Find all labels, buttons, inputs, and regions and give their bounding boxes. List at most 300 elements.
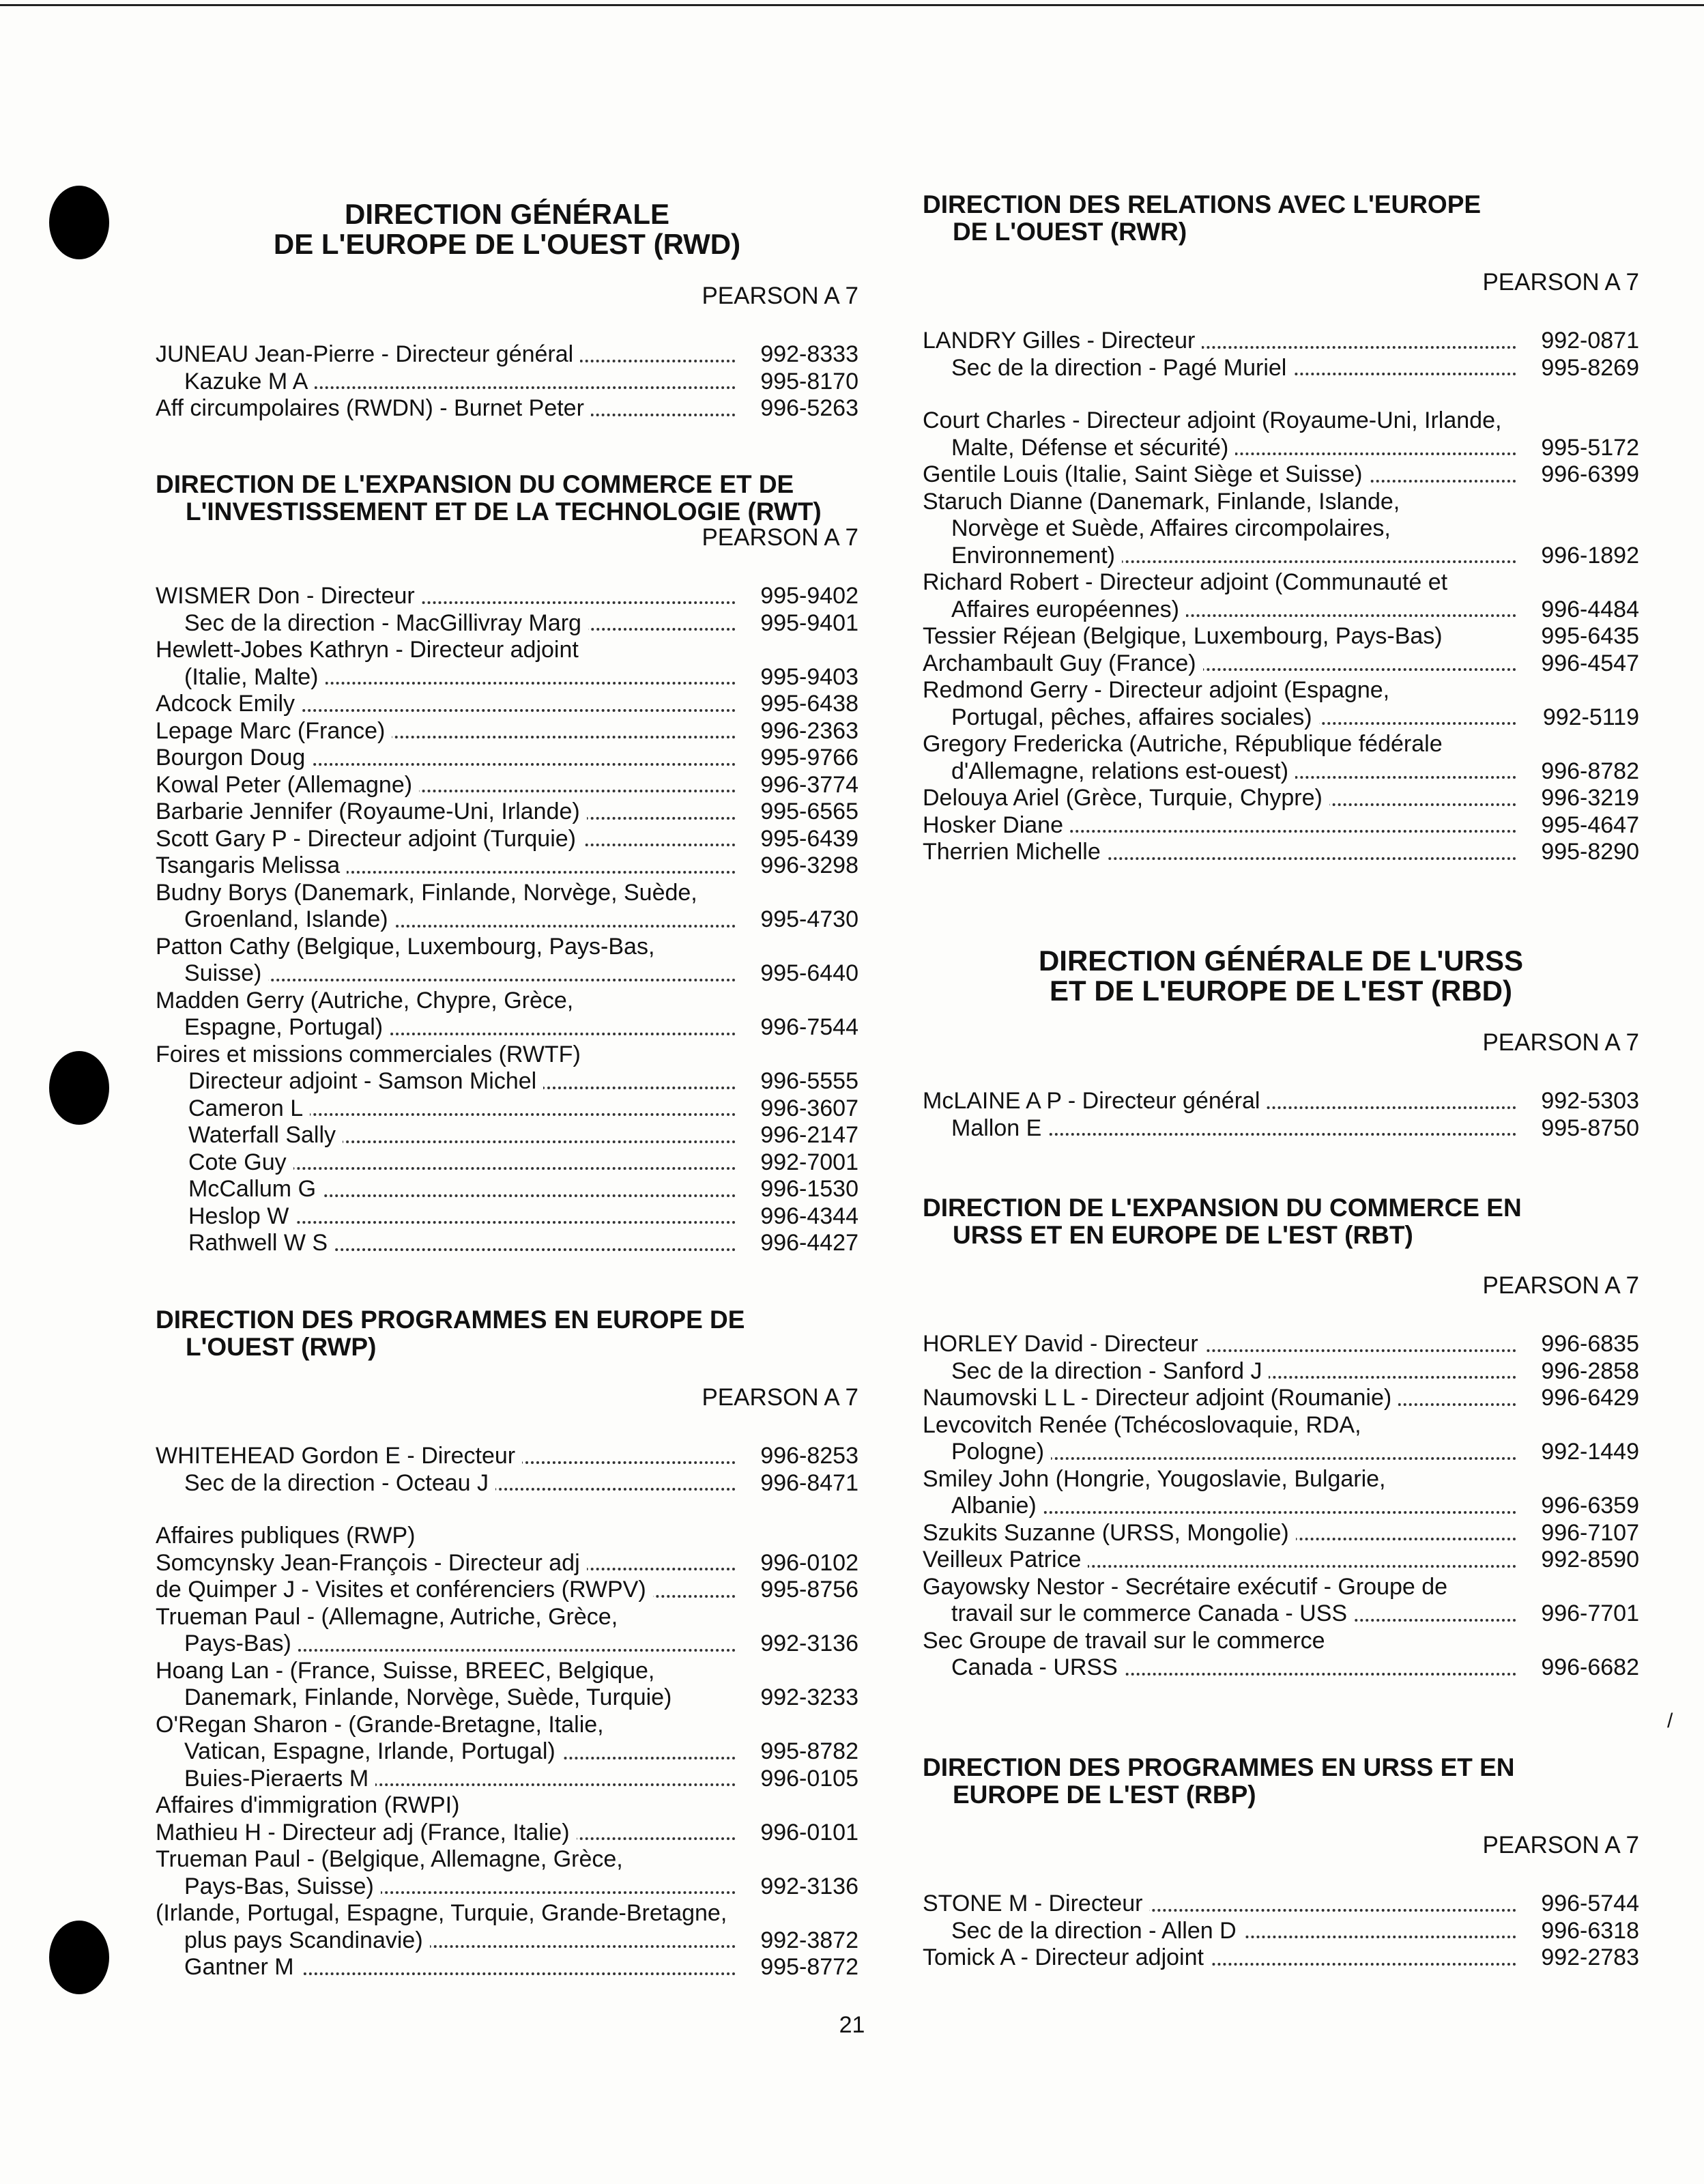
entry-name: Sec de la direction - MacGillivray Marg: [184, 610, 588, 636]
entry-name: Cote Guy: [188, 1149, 293, 1175]
entry-name-cell: [156, 1604, 742, 1631]
directory-entry: [156, 610, 858, 637]
entry-name-cell: [156, 1122, 742, 1149]
directory-entry: [923, 461, 1639, 489]
entry-phone: 996-4547: [1541, 650, 1639, 676]
entry-phone: 996-2147: [760, 1122, 858, 1148]
entry-name: Therrien Michelle: [923, 839, 1108, 865]
directory-entry: [156, 1604, 858, 1631]
entry-name: Cameron L: [188, 1095, 310, 1121]
entry-name: Mallon E: [951, 1115, 1048, 1141]
section-title: [156, 471, 858, 526]
top-border-line: [0, 4, 1704, 6]
directory-entry: [923, 1493, 1639, 1520]
section-title: [923, 191, 1639, 246]
page-number: 21: [839, 2012, 865, 2038]
directory-entry: [923, 569, 1639, 597]
entry-name-cell: [156, 1873, 742, 1901]
entry-name: HORLEY David - Directeur: [923, 1331, 1205, 1357]
entry-name: Albanie): [951, 1493, 1043, 1519]
entry-name-cell: [156, 1954, 742, 1981]
entry-phone: 996-7544: [760, 1014, 858, 1040]
section-title-line: URSS ET EN EUROPE DE L'EST (RBT): [953, 1221, 1413, 1249]
entry-name: Sec de la direction - Pagé Muriel: [951, 355, 1293, 381]
entry-name: WISMER Don - Directeur: [156, 583, 422, 609]
entry-phone: 996-0102: [760, 1549, 858, 1576]
entry-name: Foires et missions commerciales (RWTF): [156, 1041, 588, 1067]
entry-phone: 992-1449: [1541, 1439, 1639, 1465]
directory-entry: [156, 1230, 858, 1257]
section-title-line: DIRECTION GÉNÉRALE: [344, 198, 670, 230]
entry-name: plus pays Scandinavie): [184, 1927, 430, 1953]
entry-name-cell: [923, 785, 1523, 812]
directory-entry: [156, 637, 858, 664]
entry-phone: 996-0101: [760, 1819, 858, 1845]
entry-name: O'Regan Sharon - (Grande-Bretagne, Italie,: [156, 1712, 611, 1738]
directory-entry: [923, 1944, 1639, 1972]
entry-name: Waterfall Sally: [188, 1122, 343, 1148]
section-title-line: DIRECTION DES PROGRAMMES EN EUROPE DE: [156, 1306, 745, 1334]
entry-phone: 996-8253: [760, 1443, 858, 1469]
directory-entry: [156, 1041, 858, 1069]
section-title: [923, 1754, 1639, 1809]
entry-phone: [1523, 1466, 1639, 1493]
entry-name-cell: [923, 1891, 1523, 1918]
entry-name-cell: [923, 1918, 1523, 1945]
entry-name: Danemark, Finlande, Norvège, Suède, Turquie): [184, 1684, 678, 1710]
entry-name-cell: [923, 435, 1523, 462]
directory-entry: [923, 489, 1639, 516]
entry-phone: 995-4730: [760, 906, 858, 932]
directory-entry: [923, 1520, 1639, 1547]
entry-phone: 996-1530: [760, 1176, 858, 1202]
entry-name-cell: [156, 960, 742, 988]
entry-name: Madden Gerry (Autriche, Chypre, Grèce,: [156, 988, 580, 1014]
directory-entry: [156, 1523, 858, 1550]
entry-name-cell: [156, 1684, 742, 1712]
section-europe-de-l-est-rbp: [923, 1754, 1639, 1972]
entry-name: Trueman Paul - (Belgique, Allemagne, Grèce,: [156, 1846, 630, 1872]
entry-name-cell: [923, 623, 1523, 650]
entry-name-cell: [923, 1088, 1523, 1115]
entry-name: Affaires européennes): [951, 597, 1186, 622]
entry-phone: 995-9402: [760, 583, 858, 609]
entry-phone: 996-6399: [1541, 461, 1639, 487]
entry-name: LANDRY Gilles - Directeur: [923, 328, 1202, 354]
section-title-line: L'OUEST (RWP): [186, 1333, 377, 1361]
entry-name: Gayowsky Nestor - Secrétaire exécutif - Groupe de: [923, 1574, 1454, 1600]
directory-entry: [923, 355, 1639, 382]
entry-phone: 996-8471: [760, 1469, 858, 1496]
entry-name-cell: [156, 988, 742, 1015]
entry-name-cell: [156, 1176, 742, 1203]
entry-name: Trueman Paul - (Allemagne, Autriche, Grèce,: [156, 1604, 624, 1630]
building-location: PEARSON A 7: [702, 1384, 858, 1411]
entry-name-cell: [156, 341, 742, 369]
entry-phone: 992-3136: [760, 1630, 858, 1656]
directory-entry: [156, 1712, 858, 1739]
section-title: [923, 1194, 1639, 1249]
building-location: PEARSON A 7: [1482, 1272, 1639, 1299]
section-title-line: DIRECTION DE L'EXPANSION DU COMMERCE ET DE: [156, 470, 794, 498]
entry-name: Suisse): [184, 960, 268, 986]
entry-name-cell: [156, 880, 742, 907]
entry-name: d'Allemagne, relations est-ouest): [951, 758, 1295, 784]
directory-entry: [156, 852, 858, 880]
entry-phone: 995-6435: [1541, 623, 1639, 649]
entry-name-cell: [156, 826, 742, 853]
directory-entry: [923, 1654, 1639, 1682]
directory-entry: [923, 839, 1639, 866]
section-title: [156, 1306, 858, 1361]
entry-name-cell: [156, 1203, 742, 1231]
directory-list: [923, 328, 1639, 866]
entry-name: Buies-Pieraerts M: [184, 1766, 375, 1792]
entry-phone: 996-2858: [1541, 1357, 1639, 1384]
entry-name: de Quimper J - Visites et conférenciers (RWPV): [156, 1577, 653, 1603]
directory-entry: [156, 799, 858, 826]
entry-name-cell: [923, 1654, 1523, 1682]
entry-phone: 996-5263: [760, 395, 858, 421]
directory-entry: [156, 1900, 858, 1927]
directory-entry: [923, 812, 1639, 839]
entry-name: (Italie, Malte): [184, 664, 326, 690]
directory-list: [156, 341, 858, 422]
entry-phone: [742, 1658, 858, 1685]
entry-name-cell: [156, 1443, 742, 1470]
entry-name-cell: [923, 1600, 1523, 1628]
directory-entry: [156, 1203, 858, 1231]
directory-entry: [923, 623, 1639, 650]
entry-phone: 996-6318: [1541, 1917, 1639, 1944]
entry-phone: 996-6835: [1541, 1331, 1639, 1357]
entry-phone: 996-7107: [1541, 1519, 1639, 1546]
directory-entry: [156, 1873, 858, 1901]
entry-name: McCallum G: [188, 1176, 323, 1202]
entry-name-cell: [923, 1412, 1523, 1439]
directory-list: [923, 1331, 1639, 1682]
directory-entry: [923, 1547, 1639, 1574]
entry-name-cell: [156, 906, 742, 934]
entry-name-cell: [923, 1466, 1523, 1493]
entry-name: Court Charles - Directeur adjoint (Royaume-Uni, Irlande,: [923, 407, 1508, 433]
directory-entry: [923, 435, 1639, 462]
entry-name-cell: [923, 1439, 1523, 1466]
entry-phone: [1523, 1628, 1639, 1655]
directory-entry: [156, 1443, 858, 1470]
entry-name-cell: [156, 1041, 742, 1069]
directory-entry: [156, 1470, 858, 1497]
entry-name-cell: [156, 1900, 742, 1927]
entry-phone: 992-3136: [760, 1873, 858, 1899]
entry-name-cell: [923, 328, 1523, 355]
building-location: PEARSON A 7: [1482, 1029, 1639, 1056]
entry-phone: 996-6429: [1541, 1385, 1639, 1411]
entry-name-cell: [156, 852, 742, 880]
entry-name-cell: [923, 812, 1523, 839]
entry-phone: 992-8333: [760, 341, 858, 367]
entry-name: Adcock Emily: [156, 691, 302, 717]
entry-phone: 992-3872: [760, 1927, 858, 1953]
section-title-line: DIRECTION DE L'EXPANSION DU COMMERCE EN: [923, 1194, 1522, 1222]
directory-entry: [156, 691, 858, 718]
entry-phone: 995-6438: [760, 691, 858, 717]
directory-entry: [923, 515, 1639, 543]
entry-name-cell: [923, 597, 1523, 624]
directory-entry: [156, 341, 858, 369]
directory-entry: [923, 677, 1639, 704]
entry-name-cell: [156, 1523, 742, 1550]
stray-mark: /: [1667, 1710, 1673, 1732]
directory-entry: [156, 1014, 858, 1041]
entry-name: Budny Borys (Danemark, Finlande, Norvège, Suède,: [156, 880, 704, 906]
entry-phone: 995-8170: [760, 368, 858, 394]
directory-entry: [156, 1792, 858, 1820]
entry-phone: 996-4427: [760, 1230, 858, 1256]
directory-entry: [923, 1918, 1639, 1945]
directory-entry: [156, 664, 858, 691]
directory-entry: [156, 369, 858, 396]
punch-hole-bottom: [49, 1921, 109, 1994]
entry-name-cell: [156, 1766, 742, 1793]
building-location: PEARSON A 7: [702, 283, 858, 309]
entry-name-cell: [156, 1846, 742, 1873]
entry-phone: 995-8269: [1541, 354, 1639, 381]
directory-entry: [156, 1658, 858, 1685]
entry-name: Tsangaris Melissa: [156, 852, 347, 878]
entry-name: Kazuke M A: [184, 369, 315, 394]
directory-entry: [923, 704, 1639, 732]
directory-entry: [156, 583, 858, 610]
entry-phone: 995-8756: [760, 1577, 858, 1603]
directory-entry: [923, 1439, 1639, 1466]
entry-phone: [1523, 731, 1639, 758]
entry-phone: 996-6682: [1541, 1654, 1639, 1680]
entry-name: Sec de la direction - Sanford J: [951, 1358, 1269, 1384]
entry-name: Staruch Dianne (Danemark, Finlande, Islande,: [923, 489, 1406, 515]
entry-name: Gregory Fredericka (Autriche, République fédérale: [923, 731, 1449, 757]
entry-name-cell: [156, 1792, 742, 1820]
directory-entry: [156, 1954, 858, 1981]
section-title: [156, 199, 858, 259]
entry-name: Rathwell W S: [188, 1230, 334, 1256]
directory-list: [923, 1088, 1639, 1142]
entry-name-cell: [156, 1068, 742, 1095]
entry-phone: 992-0871: [1541, 328, 1639, 354]
entry-phone: 996-3298: [760, 852, 858, 878]
entry-name-cell: [156, 1095, 742, 1123]
entry-name-cell: [156, 1230, 742, 1257]
entry-name: Aff circumpolaires (RWDN) - Burnet Peter: [156, 395, 591, 421]
entry-phone: [1523, 489, 1639, 516]
entry-name-cell: [923, 1331, 1523, 1358]
entry-name: Scott Gary P - Directeur adjoint (Turquie): [156, 826, 583, 852]
entry-phone: [742, 637, 858, 664]
directory-entry: [923, 1891, 1639, 1918]
entry-phone: 996-7701: [1541, 1600, 1639, 1626]
directory-entry: [156, 1149, 858, 1177]
entry-phone: 996-2363: [760, 717, 858, 744]
entry-phone: 995-5172: [1541, 434, 1639, 461]
entry-phone: [742, 1792, 858, 1820]
entry-name-cell: [923, 1358, 1523, 1385]
entry-name-cell: [923, 677, 1523, 704]
section-de-l-europe-de-l-ouest-rwd: [156, 199, 858, 422]
entry-phone: 992-3233: [760, 1684, 858, 1710]
entry-name: Szukits Suzanne (URSS, Mongolie): [923, 1520, 1296, 1546]
section-urss-et-en-europe-de-l-est-rbt: [923, 1194, 1639, 1682]
section-title: [923, 946, 1639, 1006]
entry-phone: 995-4647: [1541, 811, 1639, 838]
entry-name-cell: [156, 664, 742, 691]
entry-name: McLAINE A P - Directeur général: [923, 1088, 1267, 1114]
entry-name: WHITEHEAD Gordon E - Directeur: [156, 1443, 522, 1469]
entry-name: (Irlande, Portugal, Espagne, Turquie, Grande-Bretagne,: [156, 1900, 734, 1926]
entry-name-cell: [923, 1944, 1523, 1972]
directory-entry: [156, 960, 858, 988]
entry-phone: [742, 880, 858, 907]
entry-name: Somcynsky Jean-François - Directeur adj: [156, 1550, 587, 1576]
entry-name-cell: [156, 610, 742, 637]
entry-name: Canada - URSS: [951, 1654, 1125, 1680]
entry-name-cell: [923, 355, 1523, 382]
entry-phone: [742, 1523, 858, 1550]
entry-name: Norvège et Suède, Affaires circompolaires,: [951, 515, 1398, 541]
directory-entry: [923, 1385, 1639, 1412]
entry-name-cell: [923, 1493, 1523, 1520]
entry-name-cell: [156, 745, 742, 772]
entry-phone: 995-9401: [760, 609, 858, 636]
entry-name-cell: [923, 1385, 1523, 1412]
entry-name: Levcovitch Renée (Tchécoslovaquie, RDA,: [923, 1412, 1368, 1438]
entry-name: Groenland, Islande): [184, 906, 395, 932]
entry-name: Bourgon Doug: [156, 745, 312, 771]
directory-entry: [923, 1358, 1639, 1385]
building-location: PEARSON A 7: [702, 524, 858, 551]
directory-list: [923, 1891, 1639, 1972]
entry-phone: 996-0105: [760, 1765, 858, 1792]
entry-name: Tomick A - Directeur adjoint: [923, 1944, 1211, 1970]
entry-name-cell: [923, 1115, 1523, 1143]
entry-name-cell: [923, 569, 1523, 597]
entry-phone: 996-4484: [1541, 596, 1639, 622]
entry-name: Heslop W: [188, 1203, 295, 1229]
entry-name: Espagne, Portugal): [184, 1014, 390, 1040]
directory-entry: [923, 597, 1639, 624]
entry-phone: 995-6440: [760, 960, 858, 986]
entry-name: Portugal, pêches, affaires sociales): [951, 704, 1319, 730]
directory-entry: [156, 1684, 858, 1712]
entry-name-cell: [923, 543, 1523, 570]
entry-name-cell: [156, 1712, 742, 1739]
directory-entry: [923, 1115, 1639, 1143]
entry-phone: 996-6359: [1541, 1493, 1639, 1519]
directory-entry: [156, 934, 858, 961]
entry-phone: [742, 1604, 858, 1631]
entry-name-cell: [156, 1149, 742, 1177]
entry-name-cell: [156, 1630, 742, 1658]
directory-entry: [156, 1846, 858, 1873]
entry-name-cell: [156, 1577, 742, 1604]
entry-name-cell: [156, 799, 742, 826]
entry-name-cell: [156, 772, 742, 799]
entry-name: Affaires publiques (RWP): [156, 1523, 422, 1549]
entry-name-cell: [923, 731, 1523, 758]
entry-name: travail sur le commerce Canada - USS: [951, 1600, 1354, 1626]
entry-name: Hosker Diane: [923, 812, 1070, 838]
entry-name-cell: [923, 758, 1523, 786]
section-et-de-l-europe-de-l-est-rbd: [923, 946, 1639, 1142]
punch-hole-top: [49, 186, 109, 259]
entry-phone: 992-7001: [760, 1149, 858, 1175]
entry-phone: 992-5119: [1542, 704, 1639, 730]
directory-entry: [923, 407, 1639, 435]
entry-name-cell: [156, 637, 742, 664]
directory-entry: [923, 758, 1639, 786]
entry-name-cell: [156, 1550, 742, 1577]
entry-name-cell: [156, 1658, 742, 1685]
entry-name: Archambault Guy (France): [923, 650, 1203, 676]
entry-name-cell: [156, 1470, 742, 1497]
entry-name: Directeur adjoint - Samson Michel: [188, 1068, 543, 1094]
entry-name: Vatican, Espagne, Irlande, Portugal): [184, 1738, 562, 1764]
section-title-line: DE L'OUEST (RWR): [953, 218, 1187, 246]
entry-name-cell: [156, 1927, 742, 1955]
directory-entry: [156, 1122, 858, 1149]
entry-phone: 992-8590: [1541, 1547, 1639, 1572]
entry-phone: [1523, 407, 1639, 435]
entry-name: Kowal Peter (Allemagne): [156, 772, 419, 798]
entry-name-cell: [923, 650, 1523, 678]
directory-entry: [923, 1466, 1639, 1493]
directory-entry: [156, 772, 858, 799]
section-l-ouest-rwp: [156, 1306, 858, 1981]
entry-name: Tessier Réjean (Belgique, Luxembourg, Pays-Bas): [923, 623, 1449, 649]
directory-list: [156, 1443, 858, 1981]
entry-name-cell: [923, 1547, 1523, 1574]
entry-phone: 995-8750: [1541, 1115, 1639, 1141]
entry-name: Sec de la direction - Octeau J: [184, 1470, 495, 1496]
directory-entry: [923, 543, 1639, 570]
entry-name: Environnement): [951, 543, 1122, 569]
entry-name: Mathieu H - Directeur adj (France, Italie): [156, 1820, 577, 1845]
entry-phone: 992-5303: [1541, 1088, 1639, 1114]
entry-name: Lepage Marc (France): [156, 718, 392, 744]
entry-phone: [1523, 569, 1639, 597]
entry-phone: 992-2783: [1541, 1944, 1639, 1970]
entry-name-cell: [156, 583, 742, 610]
entry-name-cell: [923, 1574, 1523, 1601]
entry-phone: [742, 988, 858, 1015]
directory-entry: [156, 745, 858, 772]
directory-entry: [923, 1331, 1639, 1358]
directory-entry: [156, 906, 858, 934]
entry-name: Richard Robert - Directeur adjoint (Communauté et: [923, 569, 1454, 595]
directory-entry: [156, 395, 858, 422]
entry-phone: [1523, 1412, 1639, 1439]
entry-phone: [1523, 677, 1639, 704]
entry-name: STONE M - Directeur: [923, 1891, 1149, 1916]
directory-entry: [923, 1600, 1639, 1628]
entry-name: Hewlett-Jobes Kathryn - Directeur adjoint: [156, 637, 586, 663]
entry-phone: 995-9403: [760, 663, 858, 690]
entry-phone: [742, 1041, 858, 1069]
directory-entry: [156, 1550, 858, 1577]
directory-entry: [923, 1412, 1639, 1439]
entry-name: Pays-Bas): [184, 1630, 298, 1656]
section-title-line: L'INVESTISSEMENT ET DE LA TECHNOLOGIE (RWT): [186, 498, 822, 526]
entry-name-cell: [156, 1738, 742, 1766]
